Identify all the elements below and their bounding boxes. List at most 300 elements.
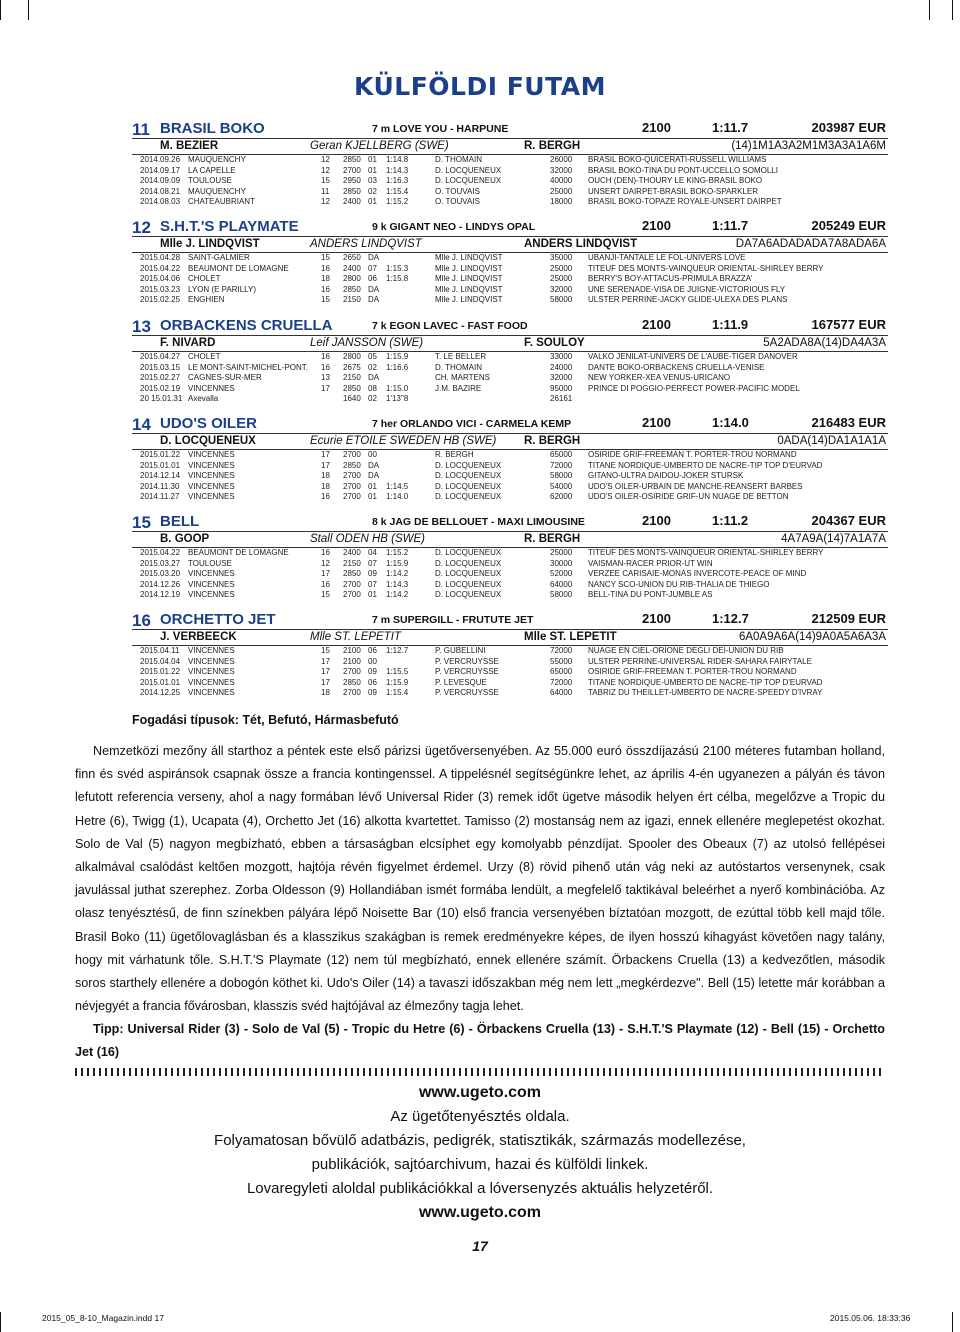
ad-border-dot — [423, 1068, 425, 1076]
result-cell: UBANJI-TANTALE LE FOL-UNIVERS LOVE — [588, 253, 746, 262]
result-cell: 2700 — [343, 471, 361, 481]
result-cell: VINCENNES — [188, 569, 235, 579]
result-cell: 07 — [368, 263, 377, 273]
trainer-name: F. SOULOY — [524, 337, 585, 349]
ad-border-dot — [483, 1068, 485, 1076]
result-cell: 2800 — [343, 352, 361, 361]
ad-border-dot — [681, 1068, 683, 1076]
result-cell: TITEUF DES MONTS-VAINQUEUR ORIENTAL-SHIRLEY BERRY — [588, 548, 824, 557]
result-cell: BRASIL BOKO-QUICERATI-RUSSELL WILLIAMS — [588, 155, 767, 164]
footer-file: 2015_05_8-10_Magazin.indd 17 — [42, 1313, 164, 1323]
horse-name: ORBACKENS CRUELLA — [160, 317, 333, 334]
owner-name: Stall ODEN HB (SWE) — [310, 533, 426, 545]
horse-breeding: 7 k EGON LAVEC - FAST FOOD — [372, 320, 528, 332]
trainer-name: ANDERS LINDQVIST — [524, 238, 638, 250]
prize-money: 203987 EUR — [811, 120, 886, 135]
ad-border-dot — [513, 1068, 515, 1076]
result-cell: 32000 — [550, 284, 573, 294]
result-cell: 58000 — [550, 295, 573, 305]
result-cell: 2650 — [343, 253, 361, 262]
result-cell: 2015.01.01 — [140, 460, 181, 470]
ad-border-dot — [105, 1068, 107, 1076]
ad-border-dot — [603, 1068, 605, 1076]
race-entry — [132, 513, 888, 601]
result-cell: 2015.04.22 — [140, 548, 181, 557]
ad-border-dot — [723, 1068, 725, 1076]
ad-border-dot — [831, 1068, 833, 1076]
result-cell: 2015.03.15 — [140, 362, 181, 372]
result-cell: TITEUF DES MONTS-VAINQUEUR ORIENTAL-SHIRLEY BERRY — [588, 263, 824, 273]
result-cell: 2014.08.21 — [140, 186, 181, 196]
result-cell: 02 — [368, 362, 377, 372]
prize-money: 167577 EUR — [811, 317, 886, 332]
ad-border-dot — [243, 1068, 245, 1076]
ad-border-dot — [261, 1068, 263, 1076]
result-cell: 07 — [368, 579, 377, 589]
result-cell: DA — [368, 295, 380, 305]
crop-mark — [0, 1312, 1, 1332]
ad-border-dot — [621, 1068, 623, 1076]
result-cell: 2015.03.23 — [140, 284, 181, 294]
result-cell: 2850 — [343, 284, 361, 294]
result-cell: 08 — [368, 383, 377, 393]
result-cell: D. LOCQUENEUX — [435, 471, 502, 481]
ad-border-dot — [771, 1068, 773, 1076]
result-cell: 1:16.3 — [386, 176, 409, 186]
result-cell: 16 — [321, 263, 330, 273]
horse-breeding: 7 m SUPERGILL - FRUTUTE JET — [372, 614, 534, 626]
form-string: 4A7A9A(14)7A1A7A — [781, 533, 886, 545]
result-cell: 1:15.2 — [386, 197, 409, 207]
race-distance: 2100 — [642, 218, 671, 233]
ad-border-dot — [381, 1068, 383, 1076]
race-distance: 2100 — [642, 317, 671, 332]
result-cell: 07 — [368, 558, 377, 568]
result-cell: Axevalla — [188, 394, 219, 404]
result-cell: 26161 — [550, 394, 573, 404]
result-row — [132, 450, 888, 461]
ad-border-dot — [147, 1068, 149, 1076]
result-row — [132, 580, 888, 591]
ad-line: Folyamatosan bővülő adatbázis, pedigrék, statisztikák, származás modellezése, — [214, 1132, 746, 1149]
result-cell: 1:14.5 — [386, 481, 409, 491]
result-cell: 2850 — [343, 569, 361, 579]
ad-border-dot — [729, 1068, 731, 1076]
ad-border-dot — [543, 1068, 545, 1076]
result-cell: 2015.01.01 — [140, 677, 181, 687]
ad-border-dot — [459, 1068, 461, 1076]
result-row — [132, 548, 888, 559]
result-cell: 95000 — [550, 383, 573, 393]
result-cell: ULSTER PERRINE-JACKY GLIDE-ULEXA DES PLANS — [588, 295, 788, 305]
result-cell: D. LOCQUENEUX — [435, 579, 502, 589]
horse-breeding: 9 k GIGANT NEO - LINDYS OPAL — [372, 221, 536, 233]
result-cell: D. LOCQUENEUX — [435, 548, 502, 557]
result-cell: 17 — [321, 383, 330, 393]
result-cell: 2950 — [343, 176, 361, 186]
result-cell: 2400 — [343, 197, 361, 207]
result-cell: 18 — [321, 481, 330, 491]
result-cell: 24000 — [550, 362, 573, 372]
ad-border-dot — [765, 1068, 767, 1076]
prize-money: 205249 EUR — [811, 218, 886, 233]
result-cell: 02 — [368, 186, 377, 196]
result-cell: 54000 — [550, 481, 573, 491]
result-cell: VINCENNES — [188, 656, 235, 666]
result-cell: SAINT-GALMIER — [188, 253, 250, 262]
result-cell: D. LOCQUENEUX — [435, 460, 502, 470]
result-cell: 03 — [368, 176, 377, 186]
result-cell: OSIRIDE GRIF-FREEMAN T. PORTER-TROU NORMAND — [588, 667, 797, 677]
result-cell: 2015.02.19 — [140, 383, 181, 393]
ad-border-dot — [159, 1068, 161, 1076]
ad-border-dot — [447, 1068, 449, 1076]
ad-border-dot — [675, 1068, 677, 1076]
ad-border-dot — [135, 1068, 137, 1076]
result-cell: 09 — [368, 667, 377, 677]
driver-name: B. GOOP — [160, 533, 210, 545]
ad-border-dot — [597, 1068, 599, 1076]
ad-border-dot — [87, 1068, 89, 1076]
result-cell: 2014.09.09 — [140, 176, 181, 186]
result-row — [132, 667, 888, 678]
result-cell: 2015.02.25 — [140, 295, 181, 305]
result-cell: 2015.02.27 — [140, 373, 181, 383]
result-cell: D. THOMAIN — [435, 362, 482, 372]
ad-border-dot — [315, 1068, 317, 1076]
form-string: (14)1M1A3A2M1M3A3A1A6M — [731, 140, 886, 152]
result-cell: 01 — [368, 155, 377, 164]
result-cell: 04 — [368, 548, 377, 557]
result-cell: VINCENNES — [188, 646, 235, 655]
ad-border-dot — [633, 1068, 635, 1076]
result-cell: 2015.04.28 — [140, 253, 181, 262]
driver-name: D. LOCQUENEUX — [160, 435, 256, 447]
result-cell: BEAUMONT DE LOMAGNE — [188, 548, 289, 557]
result-cell: 2014.11.27 — [140, 492, 180, 502]
result-cell: 18 — [321, 688, 330, 698]
result-cell: 72000 — [550, 460, 573, 470]
result-cell: Mlle J. LINDQVIST — [435, 263, 503, 273]
ad-border-dot — [213, 1068, 215, 1076]
result-cell: 2850 — [343, 155, 361, 164]
result-cell: 02 — [368, 394, 377, 404]
ad-border-dot — [285, 1068, 287, 1076]
result-cell: 01 — [368, 197, 377, 207]
race-header — [132, 415, 888, 434]
ad-border-dot — [585, 1068, 587, 1076]
ad-border-dot — [165, 1068, 167, 1076]
result-cell: Mlle J. LINDQVIST — [435, 284, 503, 294]
result-cell: 32000 — [550, 165, 573, 175]
result-cell: 65000 — [550, 450, 573, 459]
form-string: DA7A6ADADADA7A8ADA6A — [735, 238, 886, 250]
result-row — [132, 352, 888, 363]
horse-breeding: 7 m LOVE YOU - HARPUNE — [372, 123, 509, 135]
result-cell: 1:14.3 — [386, 579, 409, 589]
ad-border-dot — [453, 1068, 455, 1076]
ad-border-dot — [81, 1068, 83, 1076]
result-cell: 62000 — [550, 492, 573, 502]
result-cell: ULSTER PERRINE-UNIVERSAL RIDER-SAHARA FAIRYTALE — [588, 656, 812, 666]
result-cell: 2014.12.19 — [140, 590, 181, 600]
result-cell: 13 — [321, 373, 330, 383]
ad-border-dot — [117, 1068, 119, 1076]
form-string: 0ADA(14)DA1A1A1A — [777, 435, 886, 447]
race-header — [132, 120, 888, 139]
ad-border-dot — [441, 1068, 443, 1076]
result-cell: 17 — [321, 677, 330, 687]
result-cell: 58000 — [550, 471, 573, 481]
result-cell: Mlle J. LINDQVIST — [435, 274, 503, 284]
ad-border-dot — [825, 1068, 827, 1076]
result-cell: 11 — [321, 186, 330, 196]
result-cell: 65000 — [550, 667, 573, 677]
result-cell: Mlle J. LINDQVIST — [435, 295, 503, 305]
result-cell: D. LOCQUENEUX — [435, 569, 502, 579]
result-cell: 01 — [368, 492, 377, 502]
result-cell: 2150 — [343, 295, 361, 305]
ad-border-dot — [717, 1068, 719, 1076]
result-cell: CHOLET — [188, 274, 221, 284]
form-string: 6A0A9A6A(14)9A0A5A6A3A — [738, 631, 886, 643]
result-cell: 2850 — [343, 186, 361, 196]
ad-border-dot — [375, 1068, 377, 1076]
result-cell: 33000 — [550, 352, 573, 361]
result-cell: D. LOCQUENEUX — [435, 481, 502, 491]
ad-border-dot — [477, 1068, 479, 1076]
ad-border-dot — [297, 1068, 299, 1076]
result-cell: 1:15.9 — [386, 352, 409, 361]
result-cell: 2014.09.26 — [140, 155, 181, 164]
ad-border-dot — [255, 1068, 257, 1076]
horse-name: ORCHETTO JET — [160, 611, 276, 628]
ad-border-dot — [249, 1068, 251, 1076]
result-cell: 40000 — [550, 176, 573, 186]
horse-name: BRASIL BOKO — [160, 120, 265, 137]
horse-name: S.H.T.'S PLAYMATE — [160, 218, 299, 235]
trainer-name: R. BERGH — [524, 435, 581, 447]
crop-mark — [952, 0, 953, 20]
ad-border-dot — [807, 1068, 809, 1076]
ad-border-dot — [531, 1068, 533, 1076]
result-cell: 06 — [368, 677, 377, 687]
best-time: 1:11.9 — [712, 317, 749, 332]
ad-border-dot — [561, 1068, 563, 1076]
race-distance: 2100 — [642, 513, 671, 528]
result-cell: MAUQUENCHY — [188, 186, 246, 196]
result-cell: 2700 — [343, 688, 361, 698]
result-cell: 16 — [321, 352, 330, 361]
result-cell: NEW YORKER-XEA VENUS-URICANO — [588, 373, 731, 383]
result-cell: 25000 — [550, 274, 573, 284]
article-text — [75, 740, 885, 1018]
result-cell: 1:15.8 — [386, 274, 409, 284]
result-cell: MAUQUENCHY — [188, 155, 246, 164]
result-row — [132, 657, 888, 668]
ad-border-dot — [129, 1068, 131, 1076]
trainer-name: R. BERGH — [524, 533, 581, 545]
result-cell: VINCENNES — [188, 450, 235, 459]
result-cell: 12 — [321, 197, 330, 207]
ad-border-dot — [687, 1068, 689, 1076]
result-cell: 01 — [368, 481, 377, 491]
result-cell: UNE SERENADE-VISA DE JUIGNE-VICTORIOUS FLY — [588, 284, 786, 294]
ad-url[interactable]: www.ugeto.com — [418, 1084, 542, 1101]
driver-name: F. NIVARD — [160, 337, 216, 349]
ad-line: publikációk, sajtóarchivum, hazai és külföldi linkek. — [311, 1156, 649, 1173]
result-cell: P. VERCRUYSSE — [435, 667, 499, 677]
race-distance: 2100 — [642, 120, 671, 135]
ad-border-dot — [855, 1068, 857, 1076]
result-cell: 2100 — [343, 646, 361, 655]
ad-border-dot — [537, 1068, 539, 1076]
ad-border-dot — [201, 1068, 203, 1076]
ad-border-dot — [195, 1068, 197, 1076]
ad-border-dot — [399, 1068, 401, 1076]
result-cell: 1:14.2 — [386, 590, 409, 600]
ad-border-dot — [75, 1068, 77, 1076]
result-cell: VINCENNES — [188, 667, 235, 677]
best-time: 1:11.7 — [712, 120, 749, 135]
ad-border-dot — [609, 1068, 611, 1076]
result-cell: NANCY SCO-UNION DU RIB-THALIA DE THIEGO — [588, 579, 770, 589]
owner-name: Ecurie ETOILE SWEDEN HB (SWE) — [310, 435, 497, 447]
result-cell: 72000 — [550, 677, 573, 687]
result-cell: 2015.04.22 — [140, 263, 181, 273]
result-cell: 16 — [321, 284, 330, 294]
race-entry — [132, 415, 888, 503]
result-cell: 15 — [321, 176, 330, 186]
race-subheader — [132, 630, 888, 646]
results-table — [132, 646, 888, 699]
result-cell: O. TOUVAIS — [435, 197, 480, 207]
result-cell: VINCENNES — [188, 677, 235, 687]
result-cell: 2850 — [343, 460, 361, 470]
race-subheader — [132, 336, 888, 352]
result-cell: 2700 — [343, 450, 361, 459]
ad-border-dot — [207, 1068, 209, 1076]
ad-border-dot — [549, 1068, 551, 1076]
result-cell: VINCENNES — [188, 688, 235, 698]
result-cell: 2015.01.22 — [140, 667, 181, 677]
ad-border-dot — [669, 1068, 671, 1076]
result-cell: 15 — [321, 295, 330, 305]
result-cell: 2014.11.30 — [140, 481, 180, 491]
result-cell: 00 — [368, 450, 377, 459]
result-cell: DA — [368, 460, 380, 470]
result-row — [132, 176, 888, 187]
ad-border-dot — [177, 1068, 179, 1076]
result-cell: 17 — [321, 656, 330, 666]
result-cell: 1:14.2 — [386, 569, 409, 579]
result-row — [132, 197, 888, 208]
ad-dotted-border — [75, 1068, 885, 1076]
ad-border-dot — [813, 1068, 815, 1076]
ad-border-dot — [567, 1068, 569, 1076]
result-cell: 2700 — [343, 590, 361, 600]
result-cell: 1:15.9 — [386, 558, 409, 568]
result-cell: 35000 — [550, 253, 573, 262]
result-cell: 2015.03.20 — [140, 569, 181, 579]
result-cell: BRASIL BOKO-TINA DU PONT-UCCELLO SOMOLLI — [588, 165, 778, 175]
ad-border-dot — [777, 1068, 779, 1076]
result-cell: UNSERT DAIRPET-BRASIL BOKO-SPARKLER — [588, 186, 758, 196]
result-cell: VERZEE CARISAIE-MONAS INVERCOTE-PEACE OF MIND — [588, 569, 807, 579]
result-row — [132, 363, 888, 374]
result-cell: 20 15.01.31 — [140, 394, 183, 404]
ad-border-dot — [837, 1068, 839, 1076]
result-cell: VINCENNES — [188, 471, 235, 481]
ad-border-dot — [795, 1068, 797, 1076]
result-cell: 00 — [368, 656, 377, 666]
result-cell: 2015.04.27 — [140, 352, 181, 361]
result-row — [132, 394, 888, 405]
ad-border-dot — [429, 1068, 431, 1076]
result-cell: D. LOCQUENEUX — [435, 492, 502, 502]
ad-border-dot — [345, 1068, 347, 1076]
result-cell: 2150 — [343, 558, 361, 568]
result-cell: 2014.12.14 — [140, 471, 181, 481]
result-row — [132, 274, 888, 285]
result-cell: PRINCE DI POGGIO-PERFECT POWER-PACIFIC MODEL — [588, 383, 800, 393]
ad-border-dot — [657, 1068, 659, 1076]
ad-border-dot — [189, 1068, 191, 1076]
result-cell: Mlle J. LINDQVIST — [435, 253, 503, 262]
crop-mark — [929, 0, 930, 20]
ad-border-dot — [747, 1068, 749, 1076]
race-subheader — [132, 237, 888, 253]
result-cell: BERRY'S BOY-ATTACUS-PRIMULA BRAZZA' — [588, 274, 753, 284]
tip-line: Tipp: Universal Rider (3) - Solo de Val (5) - Tropic du Hetre (6) - Örbackens Cruella (13) - S.H.T.'S Playmate (12) - Bell (15) - Orchetto Jet (16) — [75, 1022, 885, 1059]
result-cell: TITANE NORDIQUE-UMBERTO DE NACRE-TIP TOP D'EURVAD — [588, 677, 823, 687]
results-table — [132, 253, 888, 306]
horse-breeding: 7 her ORLANDO VICI - CARMELA KEMP — [372, 418, 572, 430]
owner-name: Geran KJELLBERG (SWE) — [310, 140, 449, 152]
result-cell: O. TOUVAIS — [435, 186, 480, 196]
result-cell: VALKO JENILAT-UNIVERS DE L'AUBE-TIGER DANOVER — [588, 352, 798, 361]
ad-border-dot — [279, 1068, 281, 1076]
ad-url[interactable]: www.ugeto.com — [418, 1204, 542, 1221]
result-cell: P. VERCRUYSSE — [435, 688, 499, 698]
result-cell: 2015.03.27 — [140, 558, 181, 568]
ad-border-dot — [501, 1068, 503, 1076]
result-cell: CHOLET — [188, 352, 221, 361]
ad-border-dot — [405, 1068, 407, 1076]
best-time: 1:11.7 — [712, 218, 749, 233]
result-row — [132, 384, 888, 395]
result-cell: D. LOCQUENEUX — [435, 590, 502, 600]
result-row — [132, 373, 888, 384]
form-string: 5A2ADA8A(14)DA4A3A — [763, 337, 886, 349]
race-entry — [132, 611, 888, 699]
result-cell: 2014.08.03 — [140, 197, 181, 207]
ad-border-dot — [411, 1068, 413, 1076]
result-cell: D. LOCQUENEUX — [435, 165, 502, 175]
ad-border-dot — [627, 1068, 629, 1076]
result-cell: 2150 — [343, 373, 361, 383]
ad-border-dot — [573, 1068, 575, 1076]
result-cell: 1:14.3 — [386, 165, 409, 175]
horse-name: UDO'S OILER — [160, 415, 257, 432]
race-subheader — [132, 434, 888, 450]
result-cell: 2014.12.26 — [140, 579, 181, 589]
ad-border-dot — [705, 1068, 707, 1076]
result-cell: VINCENNES — [188, 481, 235, 491]
result-cell: 15 — [321, 253, 330, 262]
result-cell: 2700 — [343, 492, 361, 502]
result-cell: 12 — [321, 558, 330, 568]
